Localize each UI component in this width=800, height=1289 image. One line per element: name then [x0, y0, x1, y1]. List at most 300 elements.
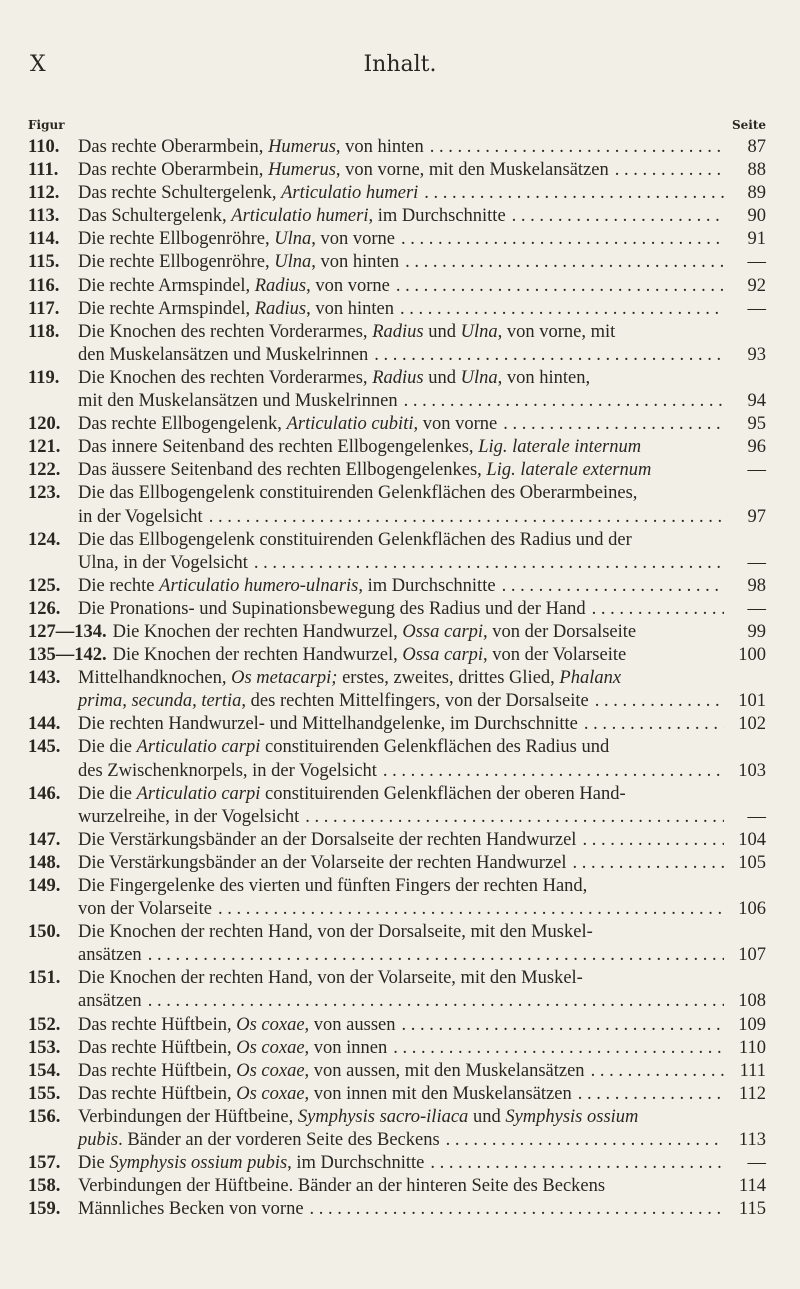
figure-caption — [78, 967, 583, 990]
toc-entry — [28, 436, 766, 459]
figure-number: 153. — [28, 1037, 61, 1058]
figure-caption — [78, 760, 377, 783]
figure-caption — [78, 1037, 387, 1060]
figure-caption — [78, 690, 589, 713]
dot-leader — [404, 390, 724, 413]
caption-text: , von der Dorsalseite — [483, 621, 637, 642]
caption-text: Die Knochen des rechten Vorderarmes, — [78, 367, 373, 388]
caption-text: wurzelreihe, in der Vogelsicht — [78, 806, 300, 827]
figure-number: 111. — [28, 160, 59, 181]
dot-leader — [218, 898, 724, 921]
figure-number: 157. — [28, 1153, 61, 1174]
caption-text: Die Knochen der rechten Handwurzel, — [112, 621, 403, 642]
figure-number: 155. — [28, 1083, 61, 1104]
toc-entry — [28, 367, 766, 413]
toc-entry-line — [28, 829, 766, 852]
toc-entry-line — [28, 760, 766, 783]
toc-entry-line — [28, 644, 766, 667]
toc-entry — [28, 713, 766, 736]
caption-text: erstes, zweites, drittes Glied, — [337, 668, 560, 689]
dot-leader — [573, 852, 724, 875]
dot-leader — [424, 182, 724, 205]
toc-entry — [28, 1198, 766, 1221]
figure-number: 116. — [28, 275, 60, 296]
toc-entry — [28, 321, 766, 367]
caption-text: ansätzen — [78, 991, 142, 1012]
page-number: 94 — [747, 391, 766, 412]
caption-text: constituirenden Gelenkflächen der oberen Hand- — [260, 783, 626, 804]
figure-caption — [78, 667, 621, 690]
latin-term: pubis — [78, 1130, 119, 1151]
caption-text: Das äussere Seitenband des rechten Ellbogengelenkes, — [78, 460, 487, 481]
figure-caption — [78, 367, 590, 390]
page-number: 109 — [738, 1014, 766, 1035]
page-number: 91 — [747, 229, 766, 250]
figure-caption — [78, 713, 578, 736]
latin-term: Articulatio humeri — [281, 183, 419, 204]
latin-term: Ulna — [274, 229, 312, 250]
toc-entry-line — [28, 990, 766, 1013]
toc-entry — [28, 1060, 766, 1083]
caption-text: , von aussen — [304, 1014, 396, 1035]
figure-number: 151. — [28, 968, 61, 989]
figure-number: 114. — [28, 229, 60, 250]
caption-text: , im Durchschnitte — [368, 206, 506, 227]
caption-text: . Bänder an der vorderen Seite des Beckens — [118, 1130, 440, 1151]
figure-number: 145. — [28, 737, 61, 758]
toc-entry-line — [28, 806, 766, 829]
toc-entry-line — [28, 1060, 766, 1083]
dot-leader — [582, 829, 724, 852]
caption-text: Das rechte Schultergelenk, — [78, 183, 282, 204]
figure-number: 117. — [28, 298, 60, 319]
dot-leader — [400, 298, 724, 321]
figure-number: 125. — [28, 575, 61, 596]
figure-number: 150. — [28, 922, 61, 943]
toc-entry — [28, 783, 766, 829]
page-number: 99 — [747, 621, 766, 642]
figure-caption — [78, 459, 651, 482]
caption-text: Mittelhandknochen, — [78, 668, 232, 689]
toc-entry-line — [28, 621, 766, 644]
figure-caption — [78, 575, 496, 598]
latin-term: Os coxae — [236, 1060, 305, 1081]
caption-text: , von der Volarseite — [483, 645, 627, 666]
caption-text: Die rechte Armspindel, — [78, 275, 255, 296]
caption-text: Die rechte — [78, 575, 160, 596]
figure-caption — [78, 1083, 572, 1106]
latin-term: Lig. laterale internum — [478, 437, 642, 458]
latin-term: Radius — [254, 275, 307, 296]
toc-entry — [28, 159, 766, 182]
page-number: 106 — [738, 899, 766, 920]
figure-caption — [78, 736, 609, 759]
latin-term: Articulatio humeri — [231, 206, 369, 227]
figure-number: 126. — [28, 598, 61, 619]
figure-caption — [78, 990, 142, 1013]
caption-text: , von hinten, — [497, 367, 591, 388]
toc-entry — [28, 182, 766, 205]
page-number: 89 — [747, 183, 766, 204]
figure-caption — [78, 898, 212, 921]
caption-text: Männliches Becken von vorne — [78, 1199, 304, 1220]
dot-leader — [148, 944, 724, 967]
toc-entry — [28, 1106, 766, 1152]
latin-term: Os coxae — [236, 1083, 305, 1104]
caption-text: Das rechte Oberarmbein, — [78, 160, 269, 181]
column-headings — [28, 118, 766, 136]
toc-entry-line — [28, 459, 766, 482]
toc-entry-line — [28, 413, 766, 436]
caption-text: , im Durchschnitte — [287, 1153, 425, 1174]
figure-caption — [78, 344, 368, 367]
dot-leader — [615, 159, 724, 182]
page-number: 114 — [738, 1176, 766, 1197]
toc-entry — [28, 644, 766, 667]
latin-term: Ulna — [460, 367, 498, 388]
latin-term: Phalanx — [559, 668, 622, 689]
figure-caption — [78, 806, 299, 829]
dot-leader — [430, 1152, 724, 1175]
dot-leader — [401, 228, 724, 251]
toc-entry — [28, 413, 766, 436]
latin-term: Radius — [254, 298, 307, 319]
latin-term: Symphysis ossium pubis — [109, 1153, 288, 1174]
toc-entry-line — [28, 552, 766, 575]
figure-caption — [78, 1175, 605, 1198]
figure-number: 144. — [28, 714, 61, 735]
figure-number: 158. — [28, 1176, 61, 1197]
dot-leader — [383, 760, 724, 783]
dot-leader — [512, 205, 724, 228]
toc-entry-line — [28, 944, 766, 967]
toc-entry-line — [28, 967, 766, 990]
caption-text: und — [423, 367, 461, 388]
caption-text: und — [423, 321, 461, 342]
toc-entry-line — [28, 713, 766, 736]
caption-text: Die die — [78, 737, 137, 758]
caption-text: , des rechten Mittelfingers, von der Dorsalseite — [241, 691, 589, 712]
page-number: 104 — [738, 829, 766, 850]
page-number: 115 — [738, 1199, 766, 1220]
caption-text: mit den Muskelansätzen und Muskelrinnen — [78, 391, 398, 412]
page-number: 92 — [747, 275, 766, 296]
figure-caption — [78, 436, 641, 459]
dot-leader — [310, 1198, 724, 1221]
dot-leader — [430, 136, 724, 159]
page-number: 93 — [747, 344, 766, 365]
caption-text: Das Schultergelenk, — [78, 206, 232, 227]
page-number: 97 — [747, 506, 766, 527]
caption-text: Die Knochen des rechten Vorderarmes, — [78, 321, 373, 342]
toc-entry — [28, 575, 766, 598]
toc-entry — [28, 875, 766, 921]
figure-caption — [78, 1014, 396, 1037]
caption-text: Das rechte Oberarmbein, — [78, 137, 269, 157]
dot-leader — [591, 1060, 724, 1083]
latin-term: prima, secunda, tertia — [78, 691, 242, 712]
caption-text: , von vorne — [311, 229, 395, 250]
caption-text: Die Knochen der rechten Hand, von der Dorsalseite, mit den Muskel- — [78, 922, 593, 943]
latin-term: Ulna — [460, 321, 498, 342]
caption-text: Die das Ellbogengelenk constituirenden Gelenkflächen des Radius und der — [78, 529, 632, 550]
figure-caption — [78, 506, 203, 529]
toc-entry-line — [28, 529, 766, 552]
caption-text: Das rechte Hüftbein, — [78, 1083, 237, 1104]
caption-text: Die rechte Ellbogenröhre, — [78, 229, 275, 250]
dot-leader — [374, 344, 724, 367]
toc-entry-line — [28, 228, 766, 251]
caption-text: Die die — [78, 783, 137, 804]
page-number: 90 — [747, 206, 766, 227]
caption-text: Ulna, in der Vogelsicht — [78, 552, 248, 573]
latin-term: Ulna — [274, 252, 312, 273]
figure-caption — [78, 298, 394, 321]
toc-entry-line — [28, 390, 766, 413]
figure-caption — [78, 136, 424, 159]
figure-caption — [78, 875, 587, 898]
toc-entry-line — [28, 1014, 766, 1037]
figure-caption — [78, 598, 586, 621]
toc-entry — [28, 921, 766, 967]
figure-number: 120. — [28, 414, 61, 435]
toc-entry-line — [28, 921, 766, 944]
toc-entry — [28, 1152, 766, 1175]
figure-caption — [78, 205, 506, 228]
toc-entry-line — [28, 875, 766, 898]
caption-text: den Muskelansätzen und Muskelrinnen — [78, 344, 369, 365]
latin-term: Symphysis sacro-iliaca — [297, 1106, 469, 1127]
caption-text: Die Knochen der rechten Hand, von der Volarseite, mit den Muskel- — [78, 968, 583, 989]
latin-term: Radius — [372, 321, 424, 342]
caption-text: , von vorne, mit den Muskelansätzen — [335, 160, 609, 181]
page-number: 95 — [747, 414, 766, 435]
page-number: — — [747, 460, 766, 481]
page-number: 88 — [747, 160, 766, 181]
caption-text: , von vorne — [306, 275, 390, 296]
figure-caption — [78, 275, 390, 298]
figure-number: 149. — [28, 876, 61, 896]
latin-term: Radius — [372, 367, 424, 388]
toc-entry-line — [28, 344, 766, 367]
toc-entry-line — [28, 852, 766, 875]
figure-caption — [78, 182, 418, 205]
page-number: 108 — [738, 991, 766, 1012]
figure-caption — [78, 1198, 304, 1221]
page-number: — — [747, 298, 766, 319]
toc-entry-line — [28, 506, 766, 529]
caption-text: , von hinten — [311, 252, 400, 273]
page-title: Inhalt. — [363, 52, 437, 77]
caption-text: Die Knochen der rechten Handwurzel, — [112, 645, 403, 666]
dot-leader — [402, 1014, 725, 1037]
page-number: 96 — [747, 437, 766, 458]
figure-number: 127—134. — [28, 621, 107, 642]
toc-entry-line — [28, 436, 766, 459]
toc-entry-line — [28, 159, 766, 182]
toc-entry-line — [28, 1198, 766, 1221]
figure-caption — [78, 829, 576, 852]
figure-caption — [78, 921, 593, 944]
figure-caption — [78, 529, 632, 552]
toc-entry-line — [28, 321, 766, 344]
figure-caption — [113, 621, 637, 644]
caption-text: Die rechte Armspindel, — [78, 298, 255, 319]
toc-entry — [28, 1083, 766, 1106]
figure-number: 119. — [28, 367, 60, 388]
toc-entry-line — [28, 1129, 766, 1152]
dot-leader — [209, 506, 724, 529]
latin-term: Humerus — [268, 160, 336, 181]
figure-caption — [78, 390, 398, 413]
page-roman-numeral: X — [30, 52, 46, 77]
toc-entry-line — [28, 667, 766, 690]
page-number: 103 — [738, 760, 766, 781]
dot-leader — [578, 1083, 724, 1106]
caption-text: in der Vogelsicht — [78, 506, 203, 527]
latin-term: Ossa carpi — [402, 645, 484, 666]
caption-text: von der Volarseite — [78, 899, 212, 920]
latin-term: Articulatio carpi — [136, 783, 261, 804]
page-number: 100 — [738, 645, 766, 666]
figure-number: 147. — [28, 829, 61, 850]
toc-entry — [28, 529, 766, 575]
figure-caption — [78, 413, 497, 436]
caption-text: Das innere Seitenband des rechten Ellbogengelenkes, — [78, 437, 479, 458]
toc-entry-line — [28, 367, 766, 390]
figure-column-heading: Figur — [28, 118, 65, 132]
figure-number: 115. — [28, 252, 60, 273]
latin-term: Os coxae — [236, 1014, 305, 1035]
figure-number: 121. — [28, 437, 61, 458]
caption-text: Das rechte Ellbogengelenk, — [78, 414, 287, 435]
toc-entry-line — [28, 598, 766, 621]
figure-caption — [78, 228, 395, 251]
toc-entry-line — [28, 136, 766, 159]
figure-caption — [78, 251, 399, 274]
page-number: 98 — [747, 575, 766, 596]
latin-term: Articulatio carpi — [136, 737, 261, 758]
caption-text: Das rechte Hüftbein, — [78, 1060, 237, 1081]
caption-text: und — [468, 1106, 506, 1127]
caption-text: des Zwischenknorpels, in der Vogelsicht — [78, 760, 377, 781]
dot-leader — [584, 713, 724, 736]
toc-entry — [28, 667, 766, 713]
page-header — [0, 52, 800, 82]
caption-text: Die rechten Handwurzel- und Mittelhandgelenke, im Durchschnitte — [78, 714, 578, 735]
page-number: 102 — [738, 714, 766, 735]
latin-term: Ossa carpi — [402, 621, 484, 642]
toc-entry-line — [28, 298, 766, 321]
caption-text: , von hinten — [335, 137, 424, 157]
toc-entry-line — [28, 1037, 766, 1060]
toc-entry — [28, 275, 766, 298]
caption-text: Das rechte Hüftbein, — [78, 1037, 237, 1058]
caption-text: , im Durchschnitte — [358, 575, 496, 596]
figure-number: 143. — [28, 668, 61, 689]
toc-entry-line — [28, 1083, 766, 1106]
figure-caption — [78, 321, 615, 344]
toc-entry — [28, 1175, 766, 1198]
dot-leader — [305, 806, 724, 829]
dot-leader — [592, 598, 724, 621]
latin-term: Os coxae — [236, 1037, 305, 1058]
toc-entry — [28, 598, 766, 621]
toc-entry — [28, 459, 766, 482]
figure-number: 135—142. — [28, 645, 107, 666]
toc-entry — [28, 251, 766, 274]
figure-number: 118. — [28, 321, 60, 342]
toc-entry-line — [28, 251, 766, 274]
figure-caption — [78, 482, 637, 505]
figure-caption — [78, 783, 626, 806]
caption-text: Die Verstärkungsbänder an der Dorsalseite der rechten Handwurzel — [78, 829, 577, 850]
page-number: — — [747, 598, 766, 619]
figure-caption — [78, 1106, 638, 1129]
figure-number: 152. — [28, 1014, 61, 1035]
caption-text: Die — [78, 1153, 110, 1174]
toc-entry — [28, 298, 766, 321]
figure-number: 122. — [28, 460, 61, 481]
caption-text: constituirenden Gelenkflächen des Radius und — [260, 737, 610, 758]
caption-text: Das rechte Hüftbein, — [78, 1014, 237, 1035]
caption-text: Die Pronations- und Supinationsbewegung des Radius und der Hand — [78, 598, 586, 619]
toc-entry — [28, 967, 766, 1013]
dot-leader — [503, 413, 724, 436]
toc-entry-line — [28, 575, 766, 598]
page-number: — — [747, 1153, 766, 1174]
page-number: — — [747, 252, 766, 273]
toc-entry — [28, 852, 766, 875]
page-number: 110 — [738, 1037, 766, 1058]
caption-text: , von aussen, mit den Muskelansätzen — [304, 1060, 585, 1081]
dot-leader — [148, 990, 724, 1013]
page-number: 87 — [747, 137, 766, 157]
page-number: — — [747, 806, 766, 827]
latin-term: Os metacarpi; — [231, 668, 338, 689]
toc-entry-line — [28, 783, 766, 806]
toc-entry-line — [28, 898, 766, 921]
dot-leader — [393, 1037, 724, 1060]
toc-entry — [28, 482, 766, 528]
figure-number: 110. — [28, 137, 60, 157]
dot-leader — [254, 552, 724, 575]
figure-caption — [78, 1152, 424, 1175]
dot-leader — [502, 575, 724, 598]
caption-text: , von vorne, mit — [497, 321, 616, 342]
caption-text: , von hinten — [306, 298, 394, 319]
figure-number: 124. — [28, 529, 61, 550]
toc-entry-line — [28, 482, 766, 505]
toc-entry-line — [28, 1106, 766, 1129]
latin-term: Lig. laterale externum — [486, 460, 652, 481]
toc-entry-line — [28, 690, 766, 713]
toc-entry-line — [28, 205, 766, 228]
caption-text: Die Fingergelenke des vierten und fünften Fingers der rechten Hand, — [78, 876, 588, 896]
page-number: — — [747, 552, 766, 573]
latin-term: Articulatio humero-ulnaris — [159, 575, 359, 596]
toc-entry — [28, 621, 766, 644]
latin-term: Humerus — [268, 137, 336, 157]
dot-leader — [405, 251, 724, 274]
toc-entry-line — [28, 1175, 766, 1198]
caption-text: , von innen — [304, 1037, 388, 1058]
figure-caption — [78, 552, 248, 575]
figure-number: 113. — [28, 206, 60, 227]
figure-number: 112. — [28, 183, 60, 204]
page-number: 107 — [738, 945, 766, 966]
caption-text: Verbindungen der Hüftbeine. Bänder an der hinteren Seite des Beckens — [78, 1176, 606, 1197]
